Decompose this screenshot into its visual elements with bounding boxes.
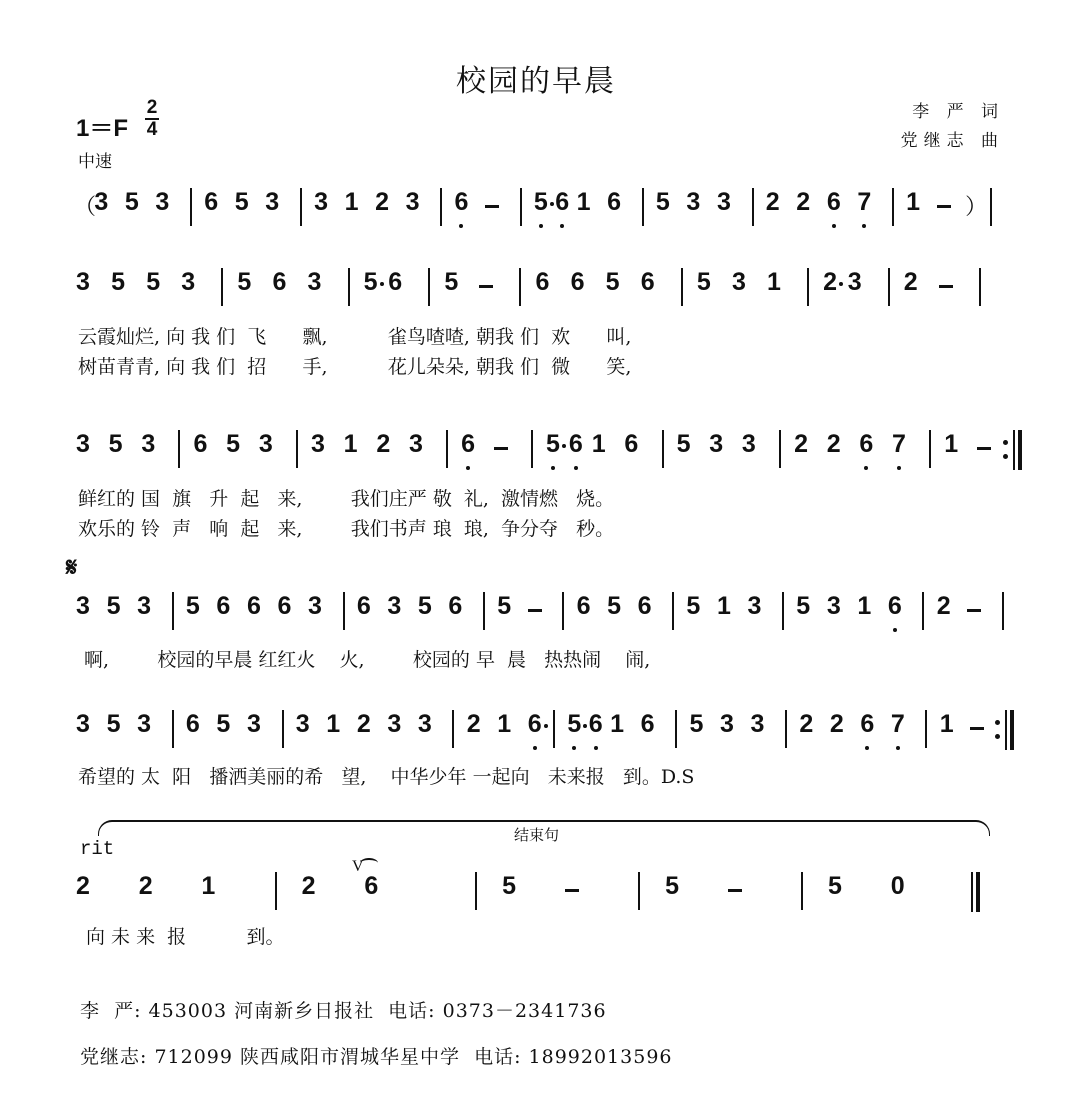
- breath-mark: V: [352, 858, 364, 875]
- note-3: 3: [137, 592, 151, 620]
- note-3: 3: [295, 710, 310, 738]
- augmentation-dot: [380, 282, 384, 286]
- note-6: 6: [364, 872, 379, 900]
- time-signature: [145, 98, 159, 140]
- barline: [807, 268, 809, 306]
- sustain-dash: [565, 889, 579, 892]
- note-5: 5: [124, 188, 139, 216]
- barline: [925, 710, 927, 748]
- note-3: 3: [258, 430, 273, 458]
- barline: [348, 268, 350, 306]
- barline: [785, 710, 787, 748]
- note-6: 6: [448, 592, 463, 620]
- note-2: 2: [376, 430, 391, 458]
- octave-dot-low: [560, 224, 564, 228]
- barline: [190, 188, 192, 226]
- note-7: 7: [857, 188, 872, 216]
- note-6: 6: [640, 710, 655, 738]
- octave-dot-low: [574, 466, 578, 470]
- note-3: 3: [76, 710, 90, 738]
- parenthesis: （: [74, 194, 97, 219]
- note-6: 6: [246, 592, 261, 620]
- note-5: 5: [234, 188, 249, 216]
- note-5: 5: [828, 872, 842, 900]
- barline: [520, 188, 522, 226]
- barline: [662, 430, 664, 468]
- barline: [922, 592, 924, 630]
- note-6: 6: [461, 430, 476, 458]
- note-3: 3: [141, 430, 156, 458]
- note-6: 6: [568, 430, 583, 458]
- note-3: 3: [307, 592, 322, 620]
- note-6: 6: [826, 188, 841, 216]
- note-5: 5: [607, 592, 621, 620]
- lyric-verse-b-1: 鲜红的 国 旗 升 起 来, 我们庄严 敬 礼, 激情燃 烧。: [78, 488, 615, 510]
- barline: [892, 188, 894, 226]
- note-2: 2: [936, 592, 951, 620]
- note-2: 2: [301, 872, 316, 900]
- note-1: 1: [716, 592, 731, 620]
- final-barline: [1005, 710, 1007, 750]
- lyric-verse-2: 树苗青青, 向 我 们 招 手, 花儿朵朵, 朝我 们 微 笑,: [78, 356, 632, 378]
- note-2: 2: [826, 430, 841, 458]
- note-3: 3: [387, 592, 402, 620]
- note-2: 2: [765, 188, 780, 216]
- sustain-dash: [970, 727, 984, 730]
- note-7: 7: [892, 430, 906, 458]
- octave-dot-low: [896, 746, 900, 750]
- rit-marking: rit: [80, 838, 115, 860]
- note-5: 5: [796, 592, 811, 620]
- parenthesis: ）: [965, 194, 988, 219]
- note-3: 3: [709, 430, 724, 458]
- note-3: 3: [314, 188, 328, 216]
- note-2: 2: [829, 710, 844, 738]
- note-6: 6: [193, 430, 208, 458]
- barline: [452, 710, 454, 748]
- barline: [642, 188, 644, 226]
- note-7: 7: [890, 710, 905, 738]
- note-2: 2: [823, 268, 838, 296]
- note-5: 5: [106, 592, 121, 620]
- barline: [1002, 592, 1004, 630]
- lyric-chorus-b: 希望的 太 阳 播洒美丽的希 望, 中华少年 一起向 未来报 到。D.S: [78, 766, 695, 788]
- sustain-dash: [728, 889, 742, 892]
- segno-icon: 𝄋: [66, 553, 78, 583]
- note-1: 1: [939, 710, 954, 738]
- note-1: 1: [610, 710, 625, 738]
- augmentation-dot: [544, 724, 548, 728]
- note-1: 1: [326, 710, 341, 738]
- note-2: 2: [375, 188, 390, 216]
- barline: [979, 268, 981, 306]
- note-5: 5: [502, 872, 517, 900]
- note-3: 3: [246, 710, 261, 738]
- note-1: 1: [591, 430, 606, 458]
- octave-dot-low: [865, 746, 869, 750]
- note-3: 3: [76, 268, 90, 296]
- score-line-verse-a: [74, 268, 1014, 314]
- note-3: 3: [417, 710, 432, 738]
- sustain-dash: [528, 609, 542, 612]
- barline: [221, 268, 223, 306]
- barline: [428, 268, 430, 306]
- octave-dot-low: [572, 746, 576, 750]
- score-line-verse-b: [74, 430, 1014, 476]
- barline: [801, 872, 803, 910]
- note-6: 6: [588, 710, 603, 738]
- note-1: 1: [343, 430, 358, 458]
- barline: [446, 430, 448, 468]
- note-3: 3: [155, 188, 170, 216]
- note-5: 5: [665, 872, 680, 900]
- note-3: 3: [747, 592, 762, 620]
- note-6: 6: [859, 430, 874, 458]
- note-2: 2: [794, 430, 808, 458]
- note-3: 3: [94, 188, 109, 216]
- end-barline: [971, 872, 973, 912]
- composer-credit: 党继志 曲: [900, 131, 1004, 151]
- note-3: 3: [181, 268, 196, 296]
- final-barline: [1013, 430, 1015, 470]
- note-1: 1: [201, 872, 216, 900]
- note-2: 2: [138, 872, 153, 900]
- note-5: 5: [111, 268, 126, 296]
- octave-dot-low: [594, 746, 598, 750]
- barline: [178, 430, 180, 468]
- note-1: 1: [767, 268, 781, 296]
- sustain-dash: [939, 285, 953, 288]
- note-2: 2: [799, 710, 814, 738]
- note-6: 6: [454, 188, 469, 216]
- score-line-coda: [74, 872, 1014, 918]
- note-5: 5: [444, 268, 459, 296]
- barline: [275, 872, 277, 910]
- note-3: 3: [265, 188, 280, 216]
- note-3: 3: [311, 430, 325, 458]
- note-5: 5: [237, 268, 252, 296]
- octave-dot-low: [533, 746, 537, 750]
- note-5: 5: [363, 268, 378, 296]
- key-signature: 1＝F: [76, 115, 129, 142]
- note-5: 5: [533, 188, 548, 216]
- note-1: 1: [944, 430, 959, 458]
- lyric-chorus-a: 啊, 校园的早晨 红红火 火, 校园的 早 晨 热热闹 闹,: [84, 649, 651, 671]
- repeat-dot: [1003, 454, 1008, 459]
- barline: [681, 268, 683, 306]
- note-3: 3: [716, 188, 731, 216]
- barline: [483, 592, 485, 630]
- note-2: 2: [903, 268, 918, 296]
- note-1: 1: [906, 188, 921, 216]
- note-5: 5: [546, 430, 560, 458]
- coda-label: 结束句: [514, 826, 560, 844]
- note-5: 5: [146, 268, 161, 296]
- note-6: 6: [624, 430, 639, 458]
- note-3: 3: [731, 268, 746, 296]
- barline: [675, 710, 677, 748]
- barline: [172, 592, 174, 630]
- final-barline-thick: [1018, 430, 1022, 470]
- barline: [172, 710, 174, 748]
- barline: [929, 430, 931, 468]
- sustain-dash: [967, 609, 981, 612]
- note-3: 3: [720, 710, 734, 738]
- barline: [531, 430, 533, 468]
- octave-dot-low: [897, 466, 901, 470]
- note-5: 5: [605, 268, 620, 296]
- note-3: 3: [387, 710, 402, 738]
- note-5: 5: [655, 188, 670, 216]
- note-3: 3: [686, 188, 701, 216]
- note-6: 6: [535, 268, 550, 296]
- score-line-chorus-a: [74, 592, 1014, 638]
- note-1: 1: [857, 592, 872, 620]
- note-1: 1: [497, 710, 512, 738]
- barline: [343, 592, 345, 630]
- final-barline-thick: [1010, 710, 1014, 750]
- barline: [672, 592, 674, 630]
- note-6: 6: [607, 188, 621, 216]
- note-3: 3: [76, 430, 90, 458]
- barline: [562, 592, 564, 630]
- barline: [440, 188, 442, 226]
- note-3: 3: [750, 710, 765, 738]
- note-6: 6: [527, 710, 542, 738]
- octave-dot-low: [862, 224, 866, 228]
- barline: [475, 872, 477, 910]
- note-3: 3: [741, 430, 756, 458]
- repeat-dot: [995, 734, 1000, 739]
- note-6: 6: [216, 592, 231, 620]
- song-title: 校园的早晨: [456, 64, 616, 99]
- note-6: 6: [277, 592, 292, 620]
- note-5: 5: [417, 592, 432, 620]
- note-5: 5: [686, 592, 701, 620]
- tempo-marking: 中速: [78, 152, 112, 172]
- note-5: 5: [497, 592, 512, 620]
- octave-dot-low: [466, 466, 470, 470]
- note-6: 6: [887, 592, 902, 620]
- note-3: 3: [408, 430, 423, 458]
- score-line-chorus-b: [74, 710, 1014, 756]
- meter-bottom: 4: [146, 119, 158, 140]
- note-5: 5: [108, 430, 123, 458]
- note-5: 5: [696, 268, 711, 296]
- augmentation-dot: [562, 444, 566, 448]
- score-line-intro: [74, 188, 1014, 234]
- note-6: 6: [640, 268, 655, 296]
- note-5: 5: [106, 710, 121, 738]
- note-5: 5: [567, 710, 582, 738]
- note-3: 3: [405, 188, 420, 216]
- note-3: 3: [307, 268, 322, 296]
- note-5: 5: [216, 710, 231, 738]
- note-3: 3: [847, 268, 862, 296]
- contact-composer: 党继志: 712099 陕西咸阳市渭城华星中学 电话: 18992013596: [80, 1046, 673, 1068]
- octave-dot-low: [459, 224, 463, 228]
- note-1: 1: [344, 188, 359, 216]
- note-3: 3: [137, 710, 151, 738]
- barline: [752, 188, 754, 226]
- lyric-coda: 向 未 来 报 到。: [86, 926, 285, 948]
- note-1: 1: [576, 188, 591, 216]
- note-2: 2: [356, 710, 371, 738]
- sustain-dash: [977, 447, 991, 450]
- barline: [553, 710, 555, 748]
- lyricist-credit: 李 严 词: [912, 102, 1004, 122]
- barline: [282, 710, 284, 748]
- octave-dot-low: [539, 224, 543, 228]
- barline: [990, 188, 992, 226]
- sustain-dash: [494, 447, 508, 450]
- end-barline-thick: [976, 872, 980, 912]
- octave-dot-low: [551, 466, 555, 470]
- barline: [638, 872, 640, 910]
- sustain-dash: [485, 205, 499, 208]
- repeat-dot: [1003, 440, 1008, 445]
- note-6: 6: [388, 268, 403, 296]
- lyric-verse-1: 云霞灿烂, 向 我 们 飞 飘, 雀鸟喳喳, 朝我 们 欢 叫,: [78, 326, 632, 348]
- note-2: 2: [466, 710, 481, 738]
- note-6: 6: [185, 710, 200, 738]
- contact-lyricist: 李 严: 453003 河南新乡日报社 电话: 0373－2341736: [80, 1000, 607, 1022]
- sustain-dash: [937, 205, 951, 208]
- lyric-verse-b-2: 欢乐的 铃 声 响 起 来, 我们书声 琅 琅, 争分夺 秒。: [78, 518, 615, 540]
- note-6: 6: [860, 710, 875, 738]
- note-5: 5: [689, 710, 704, 738]
- note-6: 6: [204, 188, 219, 216]
- note-2: 2: [76, 872, 90, 900]
- repeat-dot: [995, 720, 1000, 725]
- note-5: 5: [185, 592, 200, 620]
- octave-dot-low: [832, 224, 836, 228]
- note-3: 3: [76, 592, 90, 620]
- sustain-dash: [479, 285, 493, 288]
- octave-dot-low: [893, 628, 897, 632]
- note-6: 6: [570, 268, 585, 296]
- note-0: 0: [890, 872, 905, 900]
- note-6: 6: [272, 268, 287, 296]
- note-6: 6: [576, 592, 591, 620]
- meter-top: 2: [146, 97, 158, 118]
- barline: [779, 430, 781, 468]
- note-3: 3: [826, 592, 841, 620]
- note-2: 2: [796, 188, 811, 216]
- barline: [296, 430, 298, 468]
- note-5: 5: [676, 430, 691, 458]
- note-6: 6: [555, 188, 570, 216]
- barline: [300, 188, 302, 226]
- barline: [888, 268, 890, 306]
- barline: [519, 268, 521, 306]
- barline: [782, 592, 784, 630]
- note-5: 5: [226, 430, 241, 458]
- note-6: 6: [356, 592, 371, 620]
- note-6: 6: [637, 592, 652, 620]
- augmentation-dot: [839, 282, 843, 286]
- octave-dot-low: [864, 466, 868, 470]
